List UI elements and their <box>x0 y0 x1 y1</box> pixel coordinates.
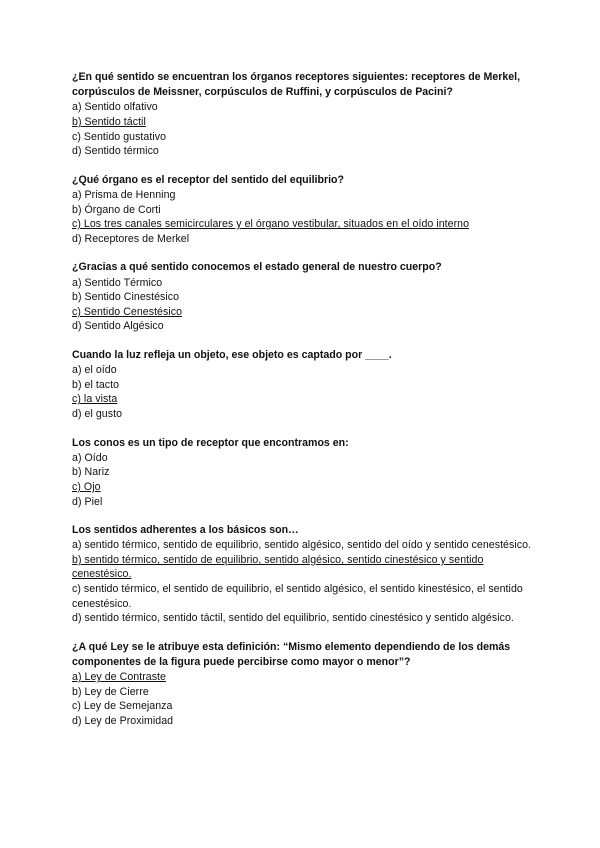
answer-option: c) Sentido gustativo <box>72 130 167 143</box>
answer-option: d) Sentido térmico <box>72 145 159 158</box>
answer-option-correct: c) Sentido Cenestésico <box>72 305 183 318</box>
answer-option: b) Órgano de Corti <box>72 203 161 216</box>
answer-option: b) Ley de Cierre <box>72 685 149 698</box>
question-block <box>72 523 540 626</box>
answer-option: a) el oído <box>72 364 117 377</box>
answer-option: d) Piel <box>72 495 103 508</box>
answer-option: c) Ley de Semejanza <box>72 700 173 713</box>
answer-option: d) el gusto <box>72 407 123 420</box>
question-block <box>72 70 540 159</box>
question-block <box>72 640 540 729</box>
answer-option-correct: c) Ojo <box>72 480 101 493</box>
question-block <box>72 173 540 247</box>
question-text: Cuando la luz refleja un objeto, ese objeto es captado por ____. <box>72 348 392 361</box>
question-text: ¿Qué órgano es el receptor del sentido del equilibrio? <box>72 173 344 186</box>
answer-option-correct: b) sentido térmico, sentido de equilibrio, sentido algésico, sentido cinestésico y sentido cenestésico. <box>72 553 484 581</box>
question-text: Los sentidos adherentes a los básicos son… <box>72 524 299 537</box>
answer-option: a) Sentido olfativo <box>72 101 158 114</box>
answer-option-correct: c) Los tres canales semicirculares y el órgano vestibular, situados en el oído interno <box>72 218 470 231</box>
answer-option: d) Ley de Proximidad <box>72 715 174 728</box>
answer-option: d) sentido térmico, sentido táctil, sentido del equilibrio, sentido cinestésico y sentido algésico. <box>72 612 514 625</box>
question-block <box>72 348 540 422</box>
question-text: ¿A qué Ley se le atribuye esta definición: “Mismo elemento dependiendo de los demás componentes de la figura puede percibirse como mayor o menor”? <box>72 640 511 669</box>
answer-option: a) Oído <box>72 451 108 464</box>
answer-option: c) sentido térmico, el sentido de equilibrio, el sentido algésico, el sentido kinestésico, el sentido cenestésico. <box>72 583 523 610</box>
answer-option-correct: a) Ley de Contraste <box>72 671 166 684</box>
answer-option: d) Sentido Algésico <box>72 320 164 333</box>
question-text: ¿Gracias a qué sentido conocemos el estado general de nuestro cuerpo? <box>72 261 442 274</box>
answer-option: b) Sentido Cinestésico <box>72 291 180 304</box>
answer-option-correct: b) Sentido táctil <box>72 116 146 128</box>
answer-option: b) Nariz <box>72 466 110 479</box>
question-block <box>72 260 540 334</box>
question-block <box>72 436 540 510</box>
answer-option: a) sentido térmico, sentido de equilibrio, sentido algésico, sentido del oído y sentido cenestésico. <box>72 539 532 552</box>
answer-option: d) Receptores de Merkel <box>72 232 190 245</box>
answer-option-correct: c) la vista <box>72 393 118 406</box>
answer-option: b) el tacto <box>72 378 120 391</box>
question-text: Los conos es un tipo de receptor que encontramos en: <box>72 436 349 449</box>
answer-option: a) Sentido Térmico <box>72 276 163 289</box>
question-text: ¿En qué sentido se encuentran los órganos receptores siguientes: receptores de Merkel, corpúsculos de Meissner, corpúsculos de Ruffini, y corpúsculos de Pacini? <box>72 71 521 99</box>
answer-option: a) Prisma de Henning <box>72 188 176 201</box>
